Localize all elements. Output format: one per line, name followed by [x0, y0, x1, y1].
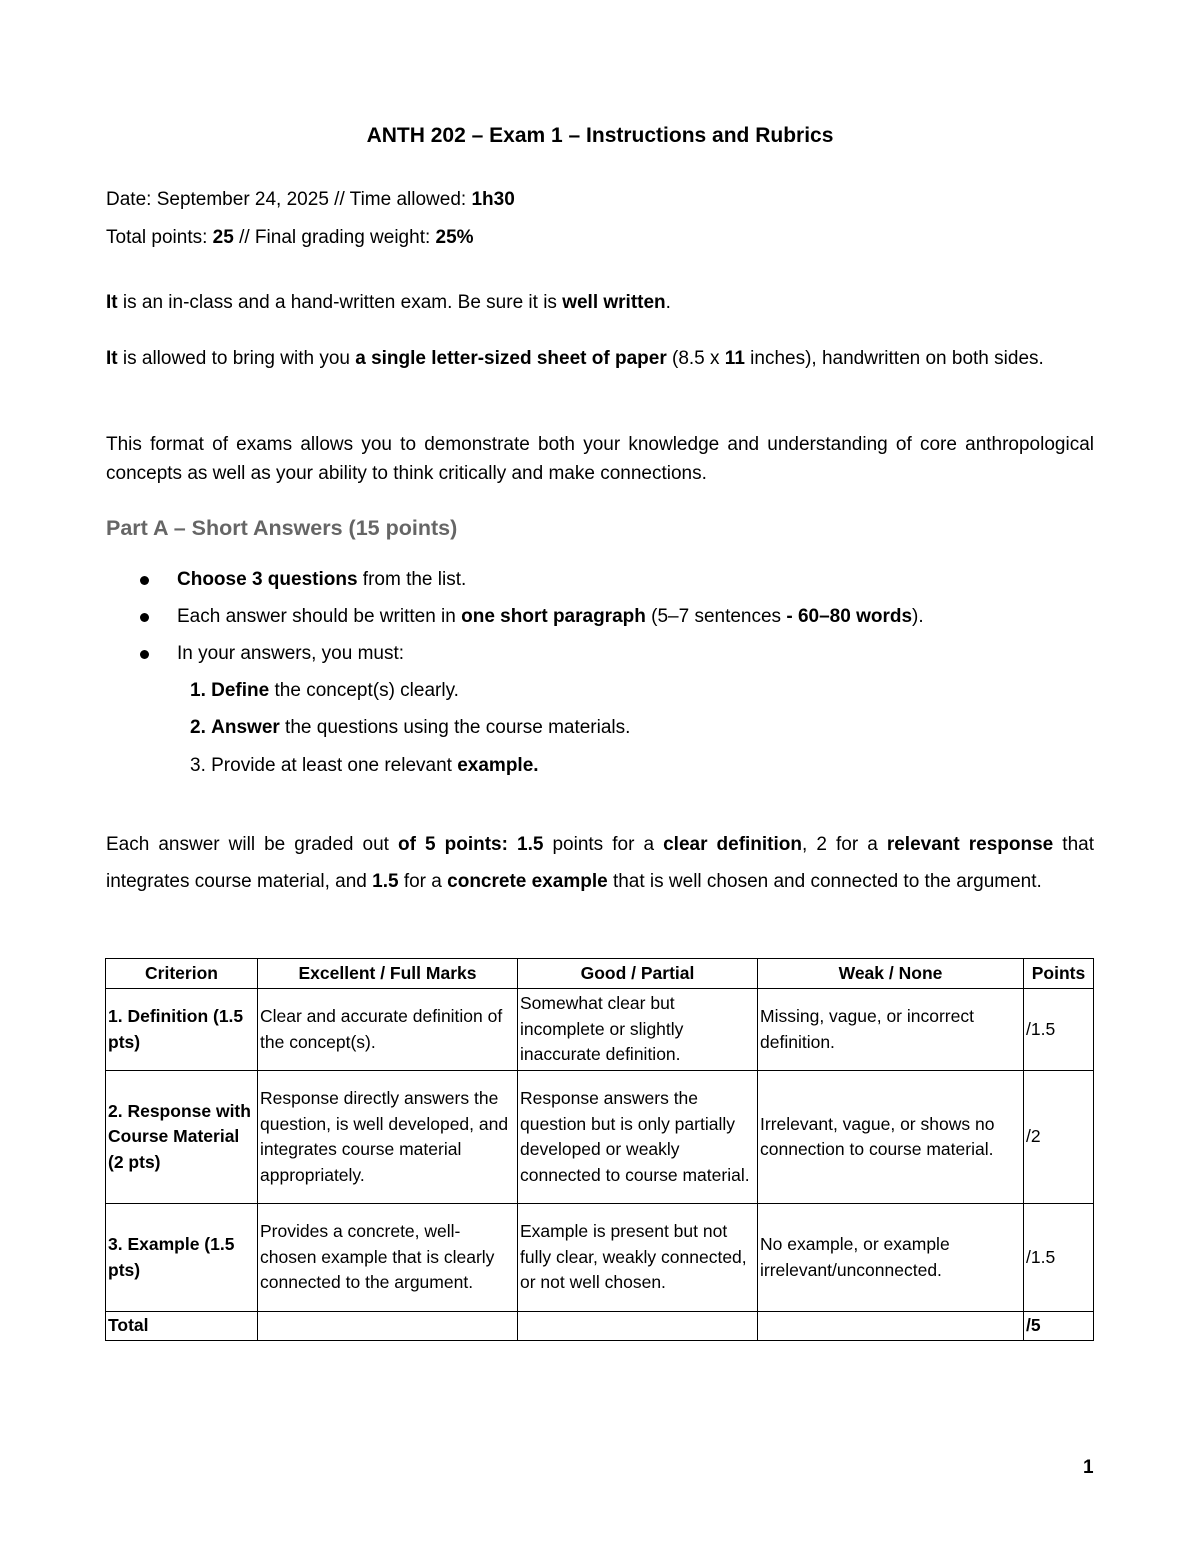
points-cell: /1.5: [1024, 1204, 1094, 1312]
excellent-cell: Clear and accurate definition of the concept(s).: [258, 989, 518, 1071]
allowed-materials-paragraph: It is allowed to bring with you a single letter-sized sheet of paper (8.5 x 11 inches), handwritten on both sides.: [106, 348, 1044, 369]
points-cell: /1.5: [1024, 989, 1094, 1071]
bullet-icon: [140, 576, 149, 585]
good-cell: Somewhat clear but incomplete or slightly inaccurate definition.: [518, 989, 758, 1071]
criterion-cell: 2. Response with Course Material (2 pts): [106, 1071, 258, 1204]
table-total-row: [106, 1312, 1094, 1341]
table-row: [106, 1204, 1094, 1312]
excellent-cell: Provides a concrete, well-chosen example that is clearly connected to the argument.: [258, 1204, 518, 1312]
rubric-table: [105, 958, 1094, 1341]
header-criterion: Criterion: [106, 959, 258, 989]
empty-cell: [518, 1312, 758, 1341]
instruction-length: Each answer should be written in one short paragraph (5–7 sentences - 60–80 words).: [177, 606, 924, 627]
total-points-line: Total points: 25 // Final grading weight: 25%: [106, 227, 474, 248]
criterion-cell: 1. Definition (1.5 pts): [106, 989, 258, 1071]
total-points-cell: /5: [1024, 1312, 1094, 1341]
instruction-must: In your answers, you must:: [177, 643, 405, 664]
table-header-row: [106, 959, 1094, 989]
numbered-item-example: 3. Provide at least one relevant example.: [190, 755, 539, 776]
table-row: [106, 1071, 1094, 1204]
weak-cell: Missing, vague, or incorrect definition.: [758, 989, 1024, 1071]
good-cell: Example is present but not fully clear, weakly connected, or not well chosen.: [518, 1204, 758, 1312]
page-title: ANTH 202 – Exam 1 – Instructions and Rubrics: [366, 124, 834, 147]
time-allowed: 1h30: [471, 189, 515, 210]
bullet-icon: [140, 650, 149, 659]
header-weak: Weak / None: [758, 959, 1024, 989]
exam-purpose-paragraph: This format of exams allows you to demonstrate both your knowledge and understanding of core anthropological concepts as well as your ability to think critically and make connections.: [106, 434, 1094, 484]
criterion-cell: 3. Example (1.5 pts): [106, 1204, 258, 1312]
exam-date-line: Date: September 24, 2025 // Time allowed: 1h30: [106, 189, 515, 210]
instruction-choose: Choose 3 questions from the list.: [177, 569, 467, 590]
exam-format-paragraph: It is an in-class and a hand-written exam. Be sure it is well written.: [106, 292, 671, 313]
empty-cell: [258, 1312, 518, 1341]
part-a-heading: Part A – Short Answers (15 points): [106, 516, 458, 540]
points-cell: /2: [1024, 1071, 1094, 1204]
numbered-item-answer: 2. Answer the questions using the course materials.: [190, 717, 631, 738]
weak-cell: No example, or example irrelevant/unconnected.: [758, 1204, 1024, 1312]
header-good: Good / Partial: [518, 959, 758, 989]
numbered-item-define: 1. Define the concept(s) clearly.: [190, 680, 459, 701]
good-cell: Response answers the question but is only partially developed or weakly connected to course material.: [518, 1071, 758, 1204]
total-points: 25: [212, 227, 234, 248]
empty-cell: [758, 1312, 1024, 1341]
weak-cell: Irrelevant, vague, or shows no connection to course material.: [758, 1071, 1024, 1204]
page-number: 1: [1083, 1457, 1094, 1478]
grading-paragraph: Each answer will be graded out of 5 points: 1.5 points for a clear definition, 2 for a relevant response that integrates course material, and 1.5 for a concrete example that is well chosen and connected to the argument.: [106, 834, 1094, 892]
total-label-cell: Total: [106, 1312, 258, 1341]
header-points: Points: [1024, 959, 1094, 989]
exam-date: September 24, 2025: [156, 189, 329, 210]
header-excellent: Excellent / Full Marks: [258, 959, 518, 989]
table-row: [106, 989, 1094, 1071]
bullet-icon: [140, 613, 149, 622]
excellent-cell: Response directly answers the question, is well developed, and integrates course material appropriately.: [258, 1071, 518, 1204]
grading-weight: 25%: [435, 227, 474, 248]
